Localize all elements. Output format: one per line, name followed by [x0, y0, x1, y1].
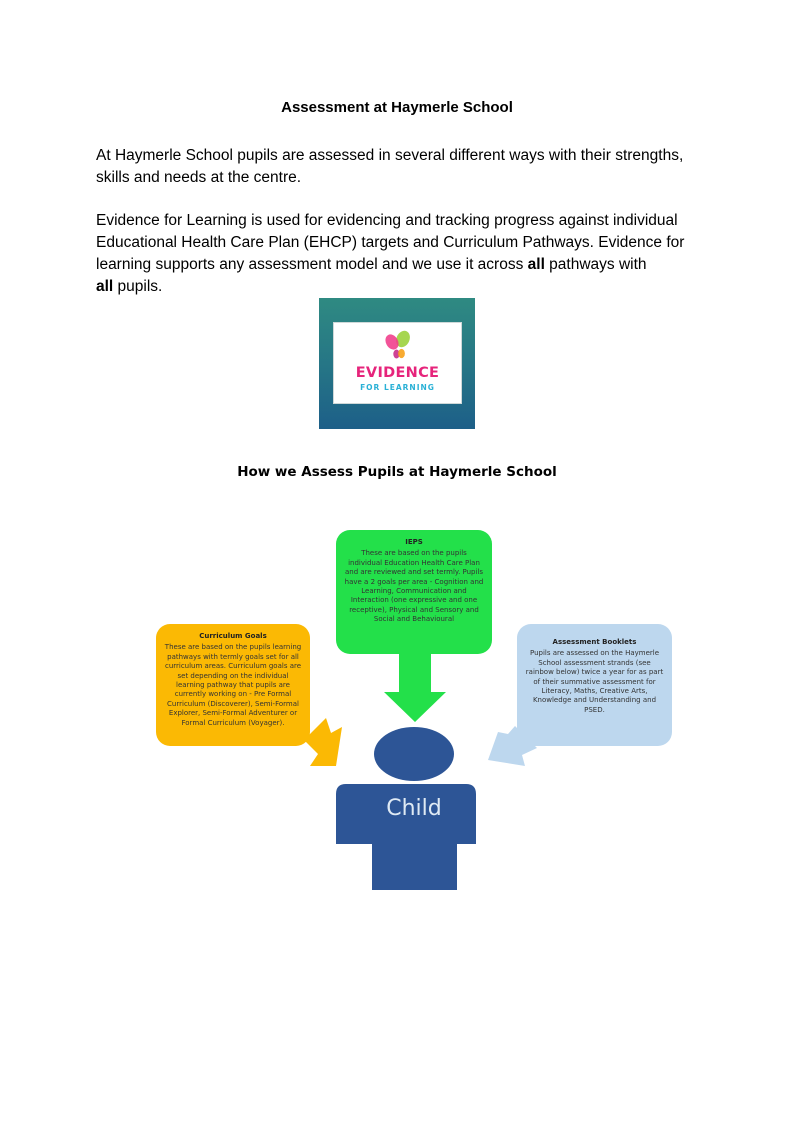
logo-wordmark: EVIDENCE: [355, 365, 440, 381]
assessment-booklets-text: Pupils are assessed on the Haymerle School assessment strands (see rainbow below) twice a year for as part of their summative assessment for Literacy, Maths, Creative Arts, Knowledge and Understanding and PSED.: [525, 649, 664, 714]
child-label: Child: [386, 796, 442, 821]
child-head: [374, 727, 454, 781]
ieps-text: These are based on the pupils individual Education Health Care Plan and are reviewed and set termly. Pupils have a 2 goals per area - Cognition and Learning, Communication and Interaction (one expressive and one receptive), Physical and Sensory and Social and Behavioural: [344, 549, 484, 624]
evidence-bold-2: all: [96, 278, 114, 295]
diagram-heading: How we Assess Pupils at Haymerle School: [237, 464, 557, 480]
assessment-booklets-box: [517, 624, 672, 746]
logo-subtitle: FOR LEARNING: [360, 383, 435, 392]
evidence-text-2: pathways with: [544, 256, 647, 273]
assessment-booklets-title: Assessment Booklets: [552, 638, 637, 646]
evidence-text-1: Evidence for Learning is used for evidencing and tracking progress against individual Educational Health Care Plan (EHCP) targets and Curriculum Pathways. Evidence for learning supports any assessment model and we use it across: [96, 212, 685, 273]
ieps-title: IEPS: [405, 538, 423, 546]
curriculum-goals-text: These are based on the pupils learning pathways with termly goals set for all curriculum areas. Curriculum goals are set depending on the individual learning pathway that pupils are currently working on - Pre Formal Curriculum (Discoverer), Semi-Formal Explorer, Semi-Formal Adventurer or Formal Curriculum (Voyager).: [164, 643, 302, 727]
evidence-bold-1: all: [527, 256, 545, 273]
page-title: Assessment at Haymerle School: [281, 99, 513, 116]
curriculum-goals-box: [156, 624, 310, 746]
intro-paragraph: At Haymerle School pupils are assessed in several different ways with their strengths, skills and needs at the centre.: [96, 147, 684, 186]
ieps-down-arrow: [384, 654, 446, 722]
curriculum-goals-title: Curriculum Goals: [199, 632, 267, 640]
evidence-text-3: pupils.: [113, 278, 163, 295]
ieps-box: [336, 530, 492, 654]
